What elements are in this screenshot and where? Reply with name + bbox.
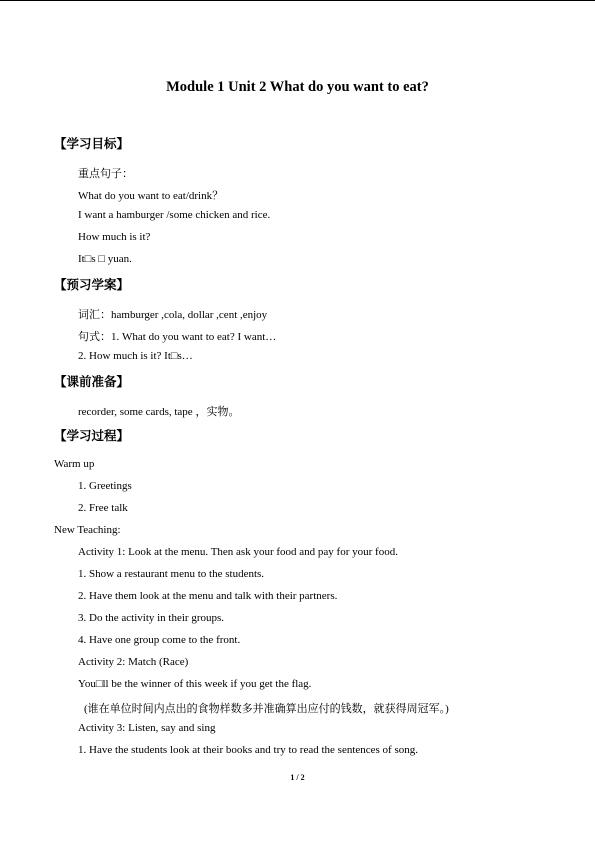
- heading-process: 【学习过程】: [54, 428, 130, 443]
- process-line: Activity 3: Listen, say and sing: [78, 722, 216, 734]
- process-line: 1. Have the students look at their books and try to read the sentences of song.: [78, 744, 419, 756]
- process-line: 2. Free talk: [78, 502, 128, 514]
- process-line: 1. Show a restaurant menu to the students.: [78, 568, 265, 580]
- heading-preparation: 【课前准备】: [54, 374, 130, 389]
- heading-objectives: 【学习目标】: [54, 136, 130, 151]
- objectives-line: I want a hamburger /some chicken and rice.: [78, 209, 271, 221]
- page-number: 1 / 2: [290, 773, 305, 782]
- process-line: Warm up: [54, 458, 95, 470]
- objectives-line: It□s □ yuan.: [78, 253, 132, 265]
- page-title: Module 1 Unit 2 What do you want to eat?: [166, 79, 429, 95]
- preview-line: 2. How much is it? It□s…: [78, 350, 193, 362]
- objectives-line: 重点句子：: [78, 168, 133, 180]
- process-line: You□ll be the winner of this week if you get the flag.: [78, 678, 312, 690]
- process-line: New Teaching:: [54, 524, 121, 536]
- top-rule: [0, 0, 595, 1]
- process-line: Activity 2: Match (Race): [78, 656, 189, 668]
- process-line: Activity 1: Look at the menu. Then ask your food and pay for your food.: [78, 546, 398, 558]
- process-line: 3. Do the activity in their groups.: [78, 612, 225, 624]
- preparation-line: recorder, some cards, tape ，实物。: [78, 406, 240, 418]
- preview-line: 词汇：hamburger ,cola, dollar ,cent ,enjoy: [78, 309, 268, 321]
- process-line: 1. Greetings: [78, 480, 132, 492]
- preview-line: 句式：1. What do you want to eat? I want…: [78, 331, 277, 343]
- process-line: 4. Have one group come to the front.: [78, 634, 241, 646]
- objectives-line: What do you want to eat/drink？: [78, 190, 224, 202]
- heading-preview: 【预习学案】: [54, 277, 130, 292]
- process-line: 2. Have them look at the menu and talk with their partners.: [78, 590, 338, 602]
- objectives-line: How much is it?: [78, 231, 151, 243]
- process-line: (谁在单位时间内点出的食物样数多并准确算出应付的钱数，就获得周冠军。): [84, 703, 449, 715]
